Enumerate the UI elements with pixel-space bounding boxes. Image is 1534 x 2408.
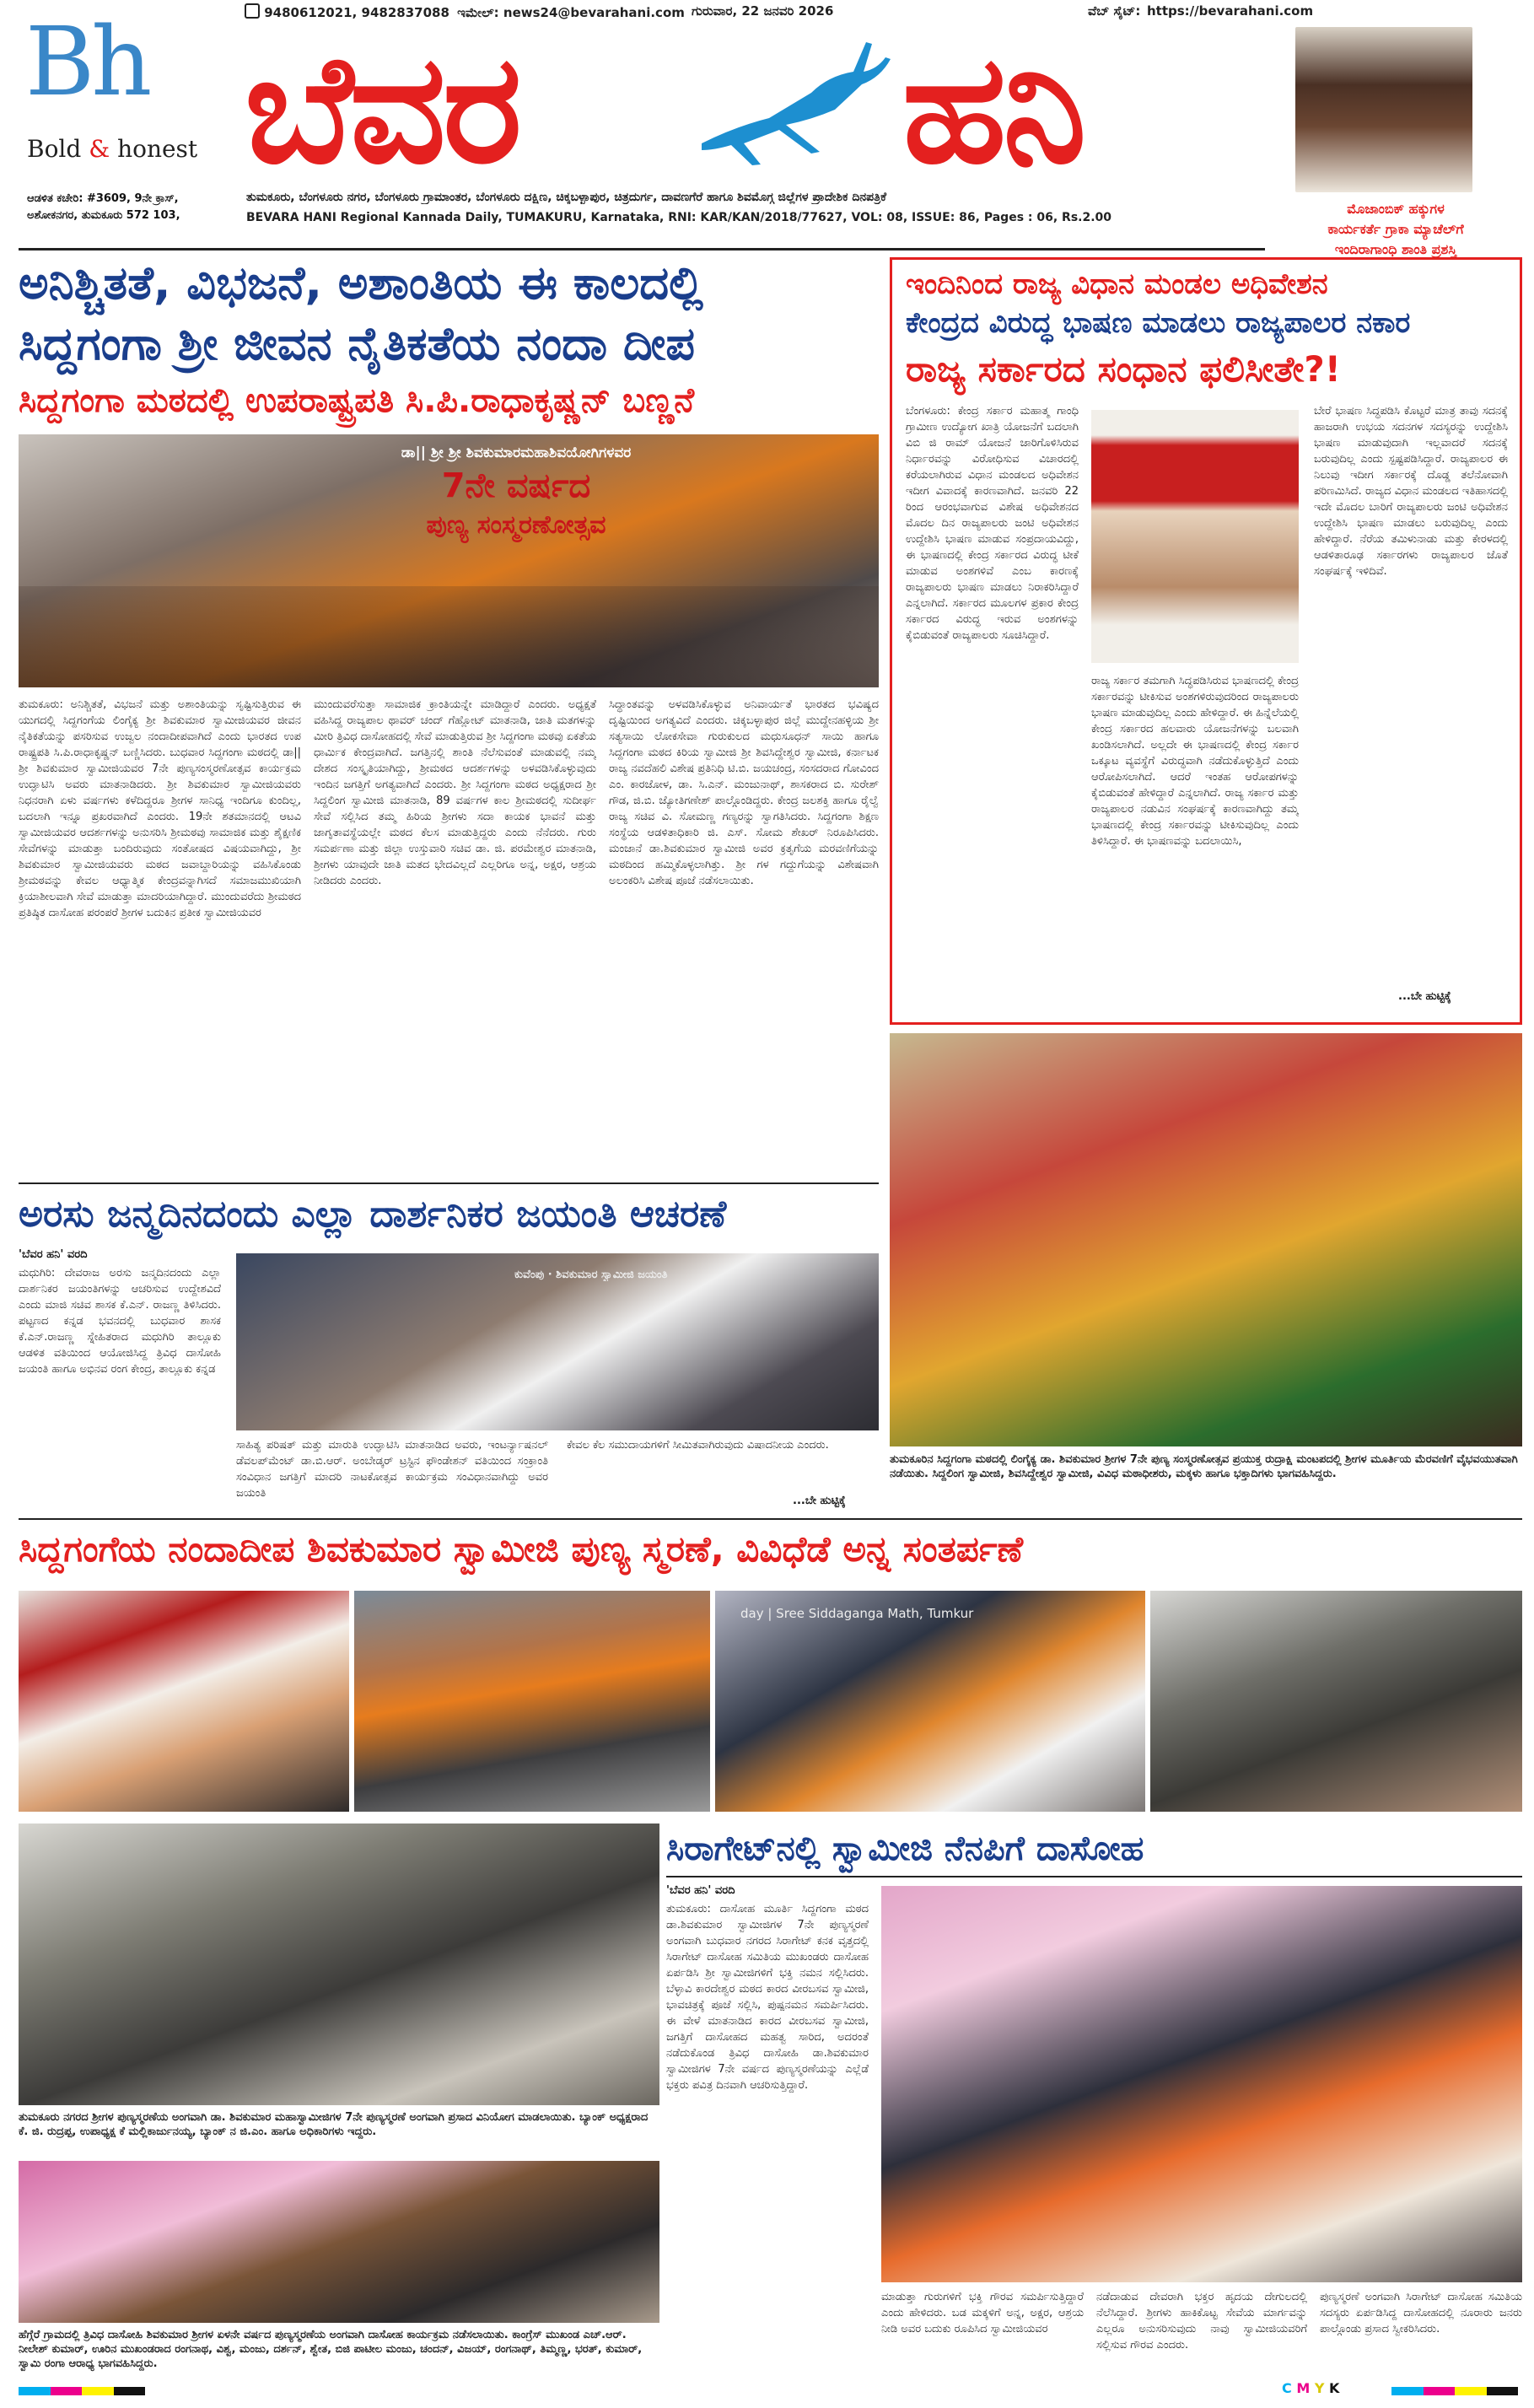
birthday-col-2: ಸಾಹಿತ್ಯ ಪರಿಷತ್ ಮತ್ತು ಮಾರುತಿ ಉದ್ಘಾಟಿಸಿ ಮಾತನಾಡಿದ ಅವರು, ಇಂಟರ್ನ್ಯಾಷನಲ್ ಡೆವಲಪ್‌ಮೆಂಟ್ ಡಾ.ಬಿ.ಆರ್. ಅಂಬೇಡ್ಕರ್ ಟ್ರಸ್ಟಿನ ಫೌಂಡೇಶನ್ ವತಿಯಿಂದ ಸಂಕ್ರಾಂತಿ ಸಂವಿಧಾನ ಜಗತ್ತಿಗೆ ಮಾದರಿ ನಾಟಕೋತ್ಸವ ಕಾರ್ಯಕ್ರಮ ಸಂವಿಧಾನವಾಗಿದ್ದು ಅವರ ಜಯಂತಿ — [236, 1439, 548, 1500]
swatch-magenta-r — [1424, 2387, 1456, 2395]
lead-col-3: ಸಿದ್ಧಾಂತವನ್ನು ಅಳವಡಿಸಿಕೊಳ್ಳುವ ಅನಿವಾರ್ಯತೆ ಭಾರತದ ಭವಿಷ್ಯದ ದೃಷ್ಟಿಯಿಂದ ಅಗತ್ಯವಿದೆ ಎಂದರು. ಚಿಕ್ಕಬಳ್ಳಾಪುರ ಜಿಲ್ಲೆ ಮುದ್ದೇನಹಳ್ಳಿಯ ಶ್ರೀ ಸತ್ಯಸಾಯಿ ಲೋಕಸೇವಾ ಗುರುಕುಲದ ಮಧುಸೂಧನ್ ಸಾಯಿ ಹಾಗೂ ಸಿದ್ದಗಂಗಾ ಮಠದ ಕಿರಿಯ ಸ್ವಾಮೀಜಿ ಶ್ರೀ ಶಿವಸಿದ್ದೇಶ್ವರ ಸ್ವಾಮೀಜಿ, ಕರ್ನಾಟಕ ರಾಜ್ಯ ನವದೆಹಲಿ ವಿಶೇಷ ಪ್ರತಿನಿಧಿ ಟಿ.ಬಿ. ಜಯಚಂದ್ರ, ಸಂಸದರಾದ ಗೋವಿಂದ ಎಂ. ಕಾರಜೋಳ, ಡಾ. ಸಿ.ಎನ್. ಮಂಜುನಾಥ್, ಶಾಸಕರಾದ ಬಿ. ಸುರೇಶ್ ಗೌಡ, ಜಿ.ಬಿ. ಜ್ಯೋತಿಗಣೇಶ್ ಪಾಲ್ಗೊಂಡಿದ್ದರು. ಕೇಂದ್ರ ಜಲಶಕ್ತಿ ಹಾಗೂ ರೈಲ್ವೆ ರಾಜ್ಯ ಸಚಿವ ವಿ. ಸೋಮಣ್ಣ ಗಣ್ಯರನ್ನು ಸ್ವಾಗತಿಸಿದರು. ಸಿದ್ದಗಂಗಾ ಶಿಕ್ಷಣ ಸಂಸ್ಥೆಯ ಆಡಳಿತಾಧಿಕಾರಿ ಜಿ. ಎಸ್. ಸೋಮ ಶೇಖರ್ ನಿರೂಪಿಸಿದರು. ಮಂಜಾನೆ ಡಾ.ಶಿವಕುಮಾರ ಸ್ವಾಮೀಜಿ ಅವರ ಕ್ರತೃಗೆಯ ಮರವಣಿಗೆಯನ್ನು ಮಠದಿಂದ ಹಮ್ಮಿಕೊಳ್ಳಲಾಗಿತ್ತು. ಶ್ರೀ ಗಳ ಗದ್ದುಗೆಯನ್ನು ವಿಶೇಷವಾಗಿ ಅಲಂಕರಿಸಿ ವಿಶೇಷ ಪೂಜೆ ನಡೆಸಲಾಯಿತು. — [609, 698, 879, 887]
edition-places: ತುಮಕೂರು, ಬೆಂಗಳೂರು ನಗರ, ಬೆಂಗಳೂರು ಗ್ರಾಮಾಂತರ, ಬೆಂಗಳೂರು ದಕ್ಷಿಣ, ಚಿಕ್ಕಬಳ್ಳಾಪುರ, ಚಿತ್ರದುರ್ಗ, ದಾವಣಗೆರೆ ಹಾಗೂ ಶಿವಮೊಗ್ಗ ಜಿಲ್ಲೆಗಳ ಪ್ರಾದೇಶಿಕ ದಿನಪತ್ರಿಕೆ — [246, 191, 886, 204]
feast-headline: ಸಿದ್ದಗಂಗೆಯ ನಂದಾದೀಪ ಶಿವಕುಮಾರ ಸ್ವಾಮೀಜಿ ಪುಣ್ಯ ಸ್ಮರಣೆ, ವಿವಿಧೆಡೆ ಅನ್ನ ಸಂತರ್ಪಣೆ — [19, 1528, 1024, 1570]
cmyk-label — [1282, 2380, 1339, 2396]
cmyk-m: M — [1296, 2380, 1311, 2396]
color-bar-right — [1391, 2387, 1518, 2395]
title-left: ಬೆವರ — [245, 22, 519, 197]
lead-headline-1: ಅನಿಶ್ಚಿತತೆ, ವಿಭಜನೆ, ಅಶಾಂತಿಯ ಈ ಕಾಲದಲ್ಲಿ — [19, 256, 703, 310]
bh-logo — [25, 8, 219, 163]
sira-col-4: ಪುಣ್ಯಸ್ಮರಣೆ ಅಂಗವಾಗಿ ಸಿರಾಗೇಟ್ ದಾಸೋಹ ಸಮಿತಿಯ ಸದಸ್ಯರು ಏರ್ಪಡಿಸಿದ್ದ ದಾಸೋಹದಲ್ಲಿ ನೂರಾರು ಜನರು ಪಾಲ್ಗೊಂಡು ಪ್ರಸಾದ ಸ್ವೀಕರಿಸಿದರು. — [1320, 2291, 1522, 2335]
lead-photo-banner — [339, 444, 693, 571]
swatch-magenta — [51, 2387, 83, 2395]
bh-logo-tagline — [27, 135, 197, 163]
bh-logo-letters: Bh — [25, 8, 149, 117]
cmyk-c: C — [1282, 2380, 1292, 2396]
swatch-cyan — [19, 2387, 51, 2395]
birthday-col-3: ಕೇವಲ ಕೆಲ ಸಮುದಾಯಗಳಿಗೆ ಸೀಮಿತವಾಗಿರುವುದು ವಿಷಾದನೀಯ ಎಂದರು. — [567, 1439, 829, 1452]
lead-photo-stage — [19, 586, 879, 687]
governor-box — [890, 257, 1522, 1025]
masthead — [0, 0, 1534, 268]
tagline-honest: honest — [117, 135, 198, 163]
promo-caption-1: ಮೊಜಾಂಬಿಕ್ ಹಕ್ಕುಗಳ — [1347, 201, 1445, 217]
feast-photo-2[interactable] — [354, 1591, 710, 1812]
swatch-black — [114, 2387, 146, 2395]
banner-line2: 7ನೇ ವರ್ಷದ — [441, 466, 591, 505]
address-line1: ಆಡಳಿತ ಕಚೇರಿ: #3609, 9ನೇ ಕ್ರಾಸ್, — [27, 192, 179, 205]
procession-photo[interactable] — [890, 1033, 1522, 1446]
phones: 9480612021, 9482837088 — [264, 5, 449, 20]
promo-caption-3: ಇಂದಿರಾಗಾಂಧಿ ಶಾಂತಿ ಪ್ರಶಸ್ತಿ — [1334, 241, 1457, 257]
procession-caption: ತುಮಕೂರಿನ ಸಿದ್ದಗಂಗಾ ಮಠದಲ್ಲಿ ಲಿಂಗೈಕ್ಯ ಡಾ. ಶಿವಕುಮಾರ ಶ್ರೀಗಳ 7ನೇ ಪುಣ್ಯ ಸಂಸ್ಮರಣೋತ್ಸವ ಪ್ರಯುಕ್ತ ರುದ್ರಾಕ್ಷಿ ಮಂಟಪದಲ್ಲಿ ಶ್ರೀಗಳ ಮೂರ್ತಿಯ ಮೆರವಣಿಗೆ ವೈಭವಯುತವಾಗಿ ನಡೆಯಿತು. ಸಿದ್ದಲಿಂಗ ಸ್ವಾಮೀಜಿ, ಶಿವಸಿದ್ದೇಶ್ವರ ಸ್ವಾಮೀಜಿ, ವಿವಿಧ ಮಠಾಧೀಶರು, ಮಕ್ಕಳು ಹಾಗೂ ಭಕ್ತಾದಿಗಳು ಭಾಗವಹಿಸಿದ್ದರು. — [890, 1453, 1518, 1480]
feast-photo-4[interactable] — [1150, 1591, 1522, 1812]
masthead-rule — [19, 248, 1265, 250]
sira-rule — [666, 1876, 1522, 1877]
sira-col-2: ಮಾಡುತ್ತಾ ಗುರುಗಳಿಗೆ ಭಕ್ತಿ ಗೌರವ ಸಮರ್ಪಿಸುತ್ತಿದ್ದಾರೆ ಎಂದು ಹೇಳಿದರು. ಬಡ ಮಕ್ಕಳಿಗೆ ಅನ್ನ, ಅಕ್ಷರ, ಆಶ್ರಯ ನೀಡಿ ಅವರ ಬದುಕು ರೂಪಿಸಿದ ಸ್ವಾಮೀಜಿಯವರ — [881, 2291, 1084, 2335]
tagline-amp: & — [89, 135, 110, 163]
email[interactable]: news24@bevarahani.com — [503, 5, 685, 20]
stage-photo[interactable] — [19, 2161, 659, 2323]
address-line2: ಅಶೋಕನಗರ, ತುಮಕೂರು 572 103, — [27, 209, 180, 222]
sira-body: ತುಮಕೂರು: ದಾಸೋಹ ಮೂರ್ತಿ ಸಿದ್ದಗಂಗಾ ಮಠದ ಡಾ.ಶಿವಕುಮಾರ ಸ್ವಾಮೀಜಿಗಳ 7ನೇ ಪುಣ್ಯಸ್ಮರಣೆ ಅಂಗವಾಗಿ ಬುಧವಾರ ನಗರದ ಸಿರಾಗೇಟ್ ಕನಕ ವೃತ್ತದಲ್ಲಿ ಸಿರಾಗೇಟ್ ದಾಸೋಹ ಸಮಿತಿಯ ಮುಖಂಡರು ದಾಸೋಹ ಏರ್ಪಡಿಸಿ ಶ್ರೀ ಸ್ವಾಮೀಜಿಗಳಿಗೆ ಭಕ್ತಿ ನಮನ ಸಲ್ಲಿಸಿದರು. ಬೆಳ್ಳಾವಿ ಕಾರದೇಶ್ವರ ಮಠದ ಕಾರದ ವೀರಬಸವ ಸ್ವಾಮೀಜಿ, ಭಾವಚಿತ್ರಕ್ಕೆ ಪೂಜೆ ಸಲ್ಲಿಸಿ, ಪುಷ್ಪನಮನ ಸಮರ್ಪಿಸಿದರು. ಈ ವೇಳೆ ಮಾತನಾಡಿದ ಕಾರದ ವೀರಬಸವ ಸ್ವಾಮೀಜಿ, ಜಗತ್ತಿಗೆ ದಾಸೋಹದ ಮಹತ್ವ ಸಾರಿದ, ಅದರಂತೆ ನಡೆದುಕೊಂಡ ತ್ರಿವಿಧ ದಾಸೋಹಿ ಡಾ.ಶಿವಕುಮಾರ ಸ್ವಾಮೀಜಿಗಳ 7ನೇ ವರ್ಷದ ಪುಣ್ಯಸ್ಮರಣೆಯನ್ನು ಎಲ್ಲೆಡೆ ಭಕ್ತರು ಪವಿತ್ರ ದಿನವಾಗಿ ಆಚರಿಸುತ್ತಿದ್ದಾರೆ. — [666, 1903, 869, 2092]
banner-line3: ಪುಣ್ಯ ಸಂಸ್ಮರಣೋತ್ಸವ — [426, 510, 606, 540]
governor-col-1: ಬೆಂಗಳೂರು: ಕೇಂದ್ರ ಸರ್ಕಾರ ಮಹಾತ್ಮ ಗಾಂಧಿ ಗ್ರಾಮೀಣ ಉದ್ಯೋಗ ಖಾತ್ರಿ ಯೋಜನೆಗೆ ಬದಲಾಗಿ ವಿಬಿ ಜಿ ರಾಮ್ ಯೋಜನೆ ಜಾರಿಗೊಳಿಸಿರುವ ನಿರ್ಧಾರವನ್ನು ವಿರೋಧಿಸುವ ವಿಚಾರದಲ್ಲಿ ಕರೆಯಲಾಗಿರುವ ವಿಧಾನ ಮಂಡಲದ ಅಧಿವೇಶನ ಇದೀಗ ವಿವಾದಕ್ಕೆ ಕಾರಣವಾಗಿದೆ. ಜನವರಿ 22 ರಿಂದ ಆರಂಭವಾಗುವ ವಿಶೇಷ ಅಧಿವೇಶನದ ಮೊದಲ ದಿನ ರಾಜ್ಯಪಾಲರು ಜಂಟಿ ಅಧಿವೇಶನ ಉದ್ದೇಶಿಸಿ ಭಾಷಣ ಮಾಡುವ ಸಂಪ್ರದಾಯವಿದ್ದು, ಈ ಭಾಷಣದಲ್ಲಿ ಕೇಂದ್ರ ಸರ್ಕಾರದ ವಿರುದ್ಧ ಟೀಕೆ ಮಾಡುವ ಅಂಶಗಳಿವೆ ಎಂಬ ಕಾರಣಕ್ಕೆ ರಾಜ್ಯಪಾಲರು ಭಾಷಣ ಮಾಡಲು ನಿರಾಕರಿಸಿದ್ದಾರೆ ಎನ್ನಲಾಗಿದೆ. ಸರ್ಕಾರದ ಮೂಲಗಳ ಪ್ರಕಾರ ಕೇಂದ್ರ ಸರ್ಕಾರದ ವಿರುದ್ಧ ಇರುವ ಅಂಶಗಳನ್ನು ಕೈಬಿಡುವಂತೆ ರಾಜ್ಯಪಾಲರು ಸೂಚಿಸಿದ್ದಾರೆ. — [906, 405, 1079, 642]
birthday-signature: ...ಬೇ ಹುಟ್ಟಿಕ್ಕೆ — [793, 1495, 846, 1507]
website-label: ವೆಬ್ ಸೈಟ್: — [1088, 3, 1141, 19]
tagline-bold: Bold — [27, 135, 82, 163]
feast-photo-1[interactable] — [19, 1591, 349, 1812]
governor-col-3: ಬೇರೆ ಭಾಷಣ ಸಿದ್ಧಪಡಿಸಿ ಕೊಟ್ಟರೆ ಮಾತ್ರ ತಾವು ಸದನಕ್ಕೆ ಹಾಜರಾಗಿ ಉಭಯ ಸದನಗಳ ಸದಸ್ಯರನ್ನು ಉದ್ದೇಶಿಸಿ ಭಾಷಣ ಮಾಡುವುದಾಗಿ ಇಲ್ಲವಾದರೆ ಸದನಕ್ಕೆ ಬರುವುದಿಲ್ಲ ಎಂದು ಸ್ಪಷ್ಟಪಡಿಸಿದ್ದಾರೆ. ರಾಜ್ಯಪಾಲರ ಈ ನಿಲುವು ಇದೀಗ ಸರ್ಕಾರಕ್ಕೆ ದೊಡ್ಡ ತಲೆನೋವಾಗಿ ಪರಿಣಮಿಸಿದೆ. ರಾಜ್ಯದ ವಿಧಾನ ಮಂಡಲದ ಇತಿಹಾಸದಲ್ಲಿ ಇದೇ ಮೊದಲ ಬಾರಿಗೆ ರಾಜ್ಯಪಾಲರು ಜಂಟಿ ಅಧಿವೇಶನ ಉದ್ದೇಶಿಸಿ ಭಾಷಣ ಮಾಡಲು ಬರುವುದಿಲ್ಲ ಎಂದು ಹೇಳಿದ್ದಾರೆ. ನೆರೆಯ ತಮಿಳುನಾಡು ಮತ್ತು ಕೇರಳದಲ್ಲಿ ಆಡಳಿತಾರೂಢ ಸರ್ಕಾರಗಳು ರಾಜ್ಯಪಾಲರ ಜೊತೆ ಸಂಘರ್ಷಕ್ಕೆ ಇಳಿದಿವೆ. — [1314, 405, 1508, 578]
governor-headline-3: ರಾಜ್ಯ ಸರ್ಕಾರದ ಸಂಧಾನ ಫಲಿಸೀತೇ?! — [906, 348, 1341, 390]
promo-box[interactable] — [1273, 27, 1518, 265]
swatch-yellow — [82, 2387, 114, 2395]
feast-photo-3-sign: day | Sree Siddaganga Math, Tumkur — [740, 1606, 974, 1621]
promo-caption-2: ಕಾರ್ಯಕರ್ತೆ ಗ್ರಾಕಾ ಮ್ಯಾಚೆಲ್‌ಗೆ — [1327, 221, 1464, 237]
sira-col-3: ನಡೆದಾಡುವ ದೇವರಾಗಿ ಭಕ್ತರ ಹೃದಯ ದೇಗುಲದಲ್ಲಿ ನೆಲೆಸಿದ್ದಾರೆ. ಶ್ರೀಗಳು ಹಾಕಿಕೊಟ್ಟ ಸೇವೆಯ ಮಾರ್ಗವನ್ನು ಎಲ್ಲರೂ ಅನುಸರಿಸುವುದು ನಾವು ಸ್ವಾಮೀಜಿಯವರಿಗೆ ಸಲ್ಲಿಸುವ ಗೌರವ ಎಂದರು. — [1096, 2291, 1307, 2351]
banner-line1: ಡಾ|| ಶ್ರೀ ಶ್ರೀ ಶಿವಕುಮಾರಮಹಾಶಿವಯೋಗಿಗಳವರ — [401, 444, 632, 461]
lead-subhead: ಸಿದ್ದಗಂಗಾ ಮಠದಲ್ಲಿ ಉಪರಾಷ್ಟ್ರಪತಿ ಸಿ.ಪಿ.ರಾಧಾಕೃಷ್ಣನ್ ಬಣ್ಣನೆ — [19, 381, 695, 420]
birthday-rule — [19, 1182, 879, 1184]
sira-dateline: 'ಬೆವರ ಹನಿ' ವರದಿ — [666, 1884, 735, 1897]
birthday-photo[interactable] — [236, 1253, 879, 1430]
governor-photo[interactable] — [1091, 410, 1299, 663]
birthday-dateline: 'ಬೆವರ ಹನಿ' ವರದಿ — [19, 1248, 88, 1261]
governor-headline-2: ಕೇಂದ್ರದ ವಿರುದ್ಧ ಭಾಷಣ ಮಾಡಲು ರಾಜ್ಯಪಾಲರ ನಕಾರ — [906, 306, 1411, 340]
governor-col-2: ರಾಜ್ಯ ಸರ್ಕಾರ ತಮಗಾಗಿ ಸಿದ್ಧಪಡಿಸಿರುವ ಭಾಷಣದಲ್ಲಿ ಕೇಂದ್ರ ಸರ್ಕಾರವನ್ನು ಟೀಕಿಸುವ ಅಂಶಗಳಿರುವುದರಿಂದ ರಾಜ್ಯಪಾಲರು ಭಾಷಣ ಮಾಡುವುದಿಲ್ಲ ಎಂದು ಹೇಳಿದ್ದಾರೆ. ಈ ಹಿನ್ನೆಲೆಯಲ್ಲಿ ಕೇಂದ್ರ ಸರ್ಕಾರದ ಹಲವಾರು ಯೋಜನೆಗಳನ್ನು ಬಲವಾಗಿ ಖಂಡಿಸಲಾಗಿದೆ. ಅಲ್ಲದೇ ಈ ಭಾಷಣದಲ್ಲಿ ಕೇಂದ್ರ ಸರ್ಕಾರ ಒಕ್ಕೂಟ ವ್ಯವಸ್ಥೆಗೆ ವಿರುದ್ಧವಾಗಿ ನಡೆದುಕೊಳ್ಳುತ್ತಿದೆ ಎಂದು ಆರೋಪಿಸಲಾಗಿದೆ. ಆದರೆ ಇಂತಹ ಆರೋಪಗಳನ್ನು ಕೈಬಿಡುವಂತೆ ಹೇಳಿದ್ದಾರೆ ಎನ್ನಲಾಗಿದೆ. ರಾಜ್ಯ ಸರ್ಕಾರ ಮತ್ತು ರಾಜ್ಯಪಾಲರ ನಡುವಿನ ಸಂಘರ್ಷಕ್ಕೆ ಕಾರಣವಾಗಿದ್ದು ತಮ್ಮ ಭಾಷಣದಲ್ಲಿ ಕೇಂದ್ರ ಸರ್ಕಾರವನ್ನು ಟೀಕಿಸುವುದಿಲ್ಲ ಎಂದು ತಿಳಿಸಿದ್ದಾರೆ. ಈ ಭಾಷಣವನ್ನು ಬದಲಾಯಿಸಿ, — [1091, 675, 1299, 848]
cmyk-k: K — [1329, 2380, 1340, 2396]
phone-icon — [245, 3, 260, 19]
lead-headline-2: ಸಿದ್ದಗಂಗಾ ಶ್ರೀ ಜೀವನ ನೈತಿಕತೆಯ ನಂದಾ ದೀಪ — [19, 317, 695, 370]
color-bar-left — [19, 2387, 145, 2395]
kitchen-photo[interactable] — [19, 1824, 659, 2105]
birthday-col-1: ಮಧುಗಿರಿ: ದೇವರಾಜ ಅರಸು ಜನ್ಮದಿನದಂದು ಎಲ್ಲಾ ದಾರ್ಶನಿಕರ ಜಯಂತಿಗಳನ್ನು ಆಚರಿಸುವ ಉದ್ದೇಶವಿದೆ ಎಂದು ಮಾಜಿ ಸಚಿವ ಶಾಸಕ ಕೆ.ಎನ್. ರಾಜಣ್ಣ ತಿಳಿಸಿದರು. ಪಟ್ಟಣದ ಕನ್ನಡ ಭವನದಲ್ಲಿ ಬುಧವಾರ ಶಾಸಕ ಕೆ.ಎನ್.ರಾಜಣ್ಣ ಸ್ನೇಹಿತರಾದ ಮಧುಗಿರಿ ತಾಲ್ಲೂಕು ಆಡಳಿತ ವತಿಯಿಂದ ಆಯೋಜಿಸಿದ್ದ ತ್ರಿವಿಧ ದಾಸೋಹಿ ಜಯಂತಿ ಹಾಗೂ ಅಭಿನವ ರಂಗ ಕೇಂದ್ರ, ತಾಲ್ಲೂಕು ಕನ್ನಡ — [19, 1267, 221, 1376]
lead-col-1: ತುಮಕೂರು: ಅನಿಶ್ಚಿತತೆ, ವಿಭಜನೆ ಮತ್ತು ಅಶಾಂತಿಯನ್ನು ಸೃಷ್ಟಿಸುತ್ತಿರುವ ಈ ಯುಗದಲ್ಲಿ ಸಿದ್ದಗಂಗೆಯ ಲಿಂಗೈಕ್ಯ ಶ್ರೀ ಶಿವಕುಮಾರ ಸ್ವಾಮೀಜಿಯವರ ಜೀವನ ನೈತಿಕತೆಯನ್ನು ಪಸರಿಸುವ ಉಜ್ವಲ ನಂದಾದೀಪವಾಗಿದೆ ಎಂದು ಭಾರತದ ಉಪ ರಾಷ್ಟ್ರಪತಿ ಸಿ.ಪಿ.ರಾಧಾಕೃಷ್ಣನ್ ಬಣ್ಣಿಸಿದರು. ಬುಧವಾರ ಸಿದ್ದಗಂಗಾ ಮಠದಲ್ಲಿ ಡಾ||ಶ್ರೀ ಶಿವಕುಮಾರ ಸ್ವಾಮೀಜಿಯವರ 7ನೇ ಪುಣ್ಯಸಂಸ್ಮರಣೋತ್ಸವ ಕಾರ್ಯಕ್ರಮ ಉದ್ಘಾಟಿಸಿ ಅವರು ಮಾತನಾಡಿದರು. ಶ್ರೀ ಶಿವಕುಮಾರ ಸ್ವಾಮೀಜಿಯವರು ನಿಧನರಾಗಿ ಏಳು ವರ್ಷಗಳು ಕಳೆದಿದ್ದರೂ ಶ್ರೀಗಳ ಸಾನಿಧ್ಯ ಇಂದಿಗೂ ಕುಂದಿಲ್ಲ, ಬದಲಾಗಿ ಇನ್ನೂ ಪ್ರಖರವಾಗಿದೆ ಎಂದರು. 19ನೇ ಶತಮಾನದಲ್ಲಿ ಆಟವಿ ಸ್ವಾಮೀಜಿಯವರ ಆದರ್ಶಗಳನ್ನು ಅನುಸರಿಸಿ ಶ್ರೀಮಠವು ಸಾಮಾಜಿಕ ಮತ್ತು ಶೈಕ್ಷಣಿಕ ಸೇವೆಗಳನ್ನು ಮಾಡುತ್ತಾ ಬಂದಿರುವುದು ಸಂತೋಷದ ವಿಷಯವಾಗಿದ್ದು, ಶ್ರೀ ಶಿವಕುಮಾರ ಸ್ವಾಮೀಜಿಯವರು ಮಠದ ಜವಾಬ್ದಾರಿಯನ್ನು ವಹಿಸಿಕೊಂಡು ಶ್ರೀಮಠವನ್ನು ಕೇವಲ ಆಧ್ಯಾತ್ಮಿಕ ಕೇಂದ್ರವನ್ನಾಗಿಸದೆ ಸಮಾಜಮುಖಿಯಾಗಿ ಕ್ರಿಯಾಶೀಲವಾಗಿ ಸೇವೆ ಮಾಡುತ್ತಾ ಮಾದರಿಯಾಗಿದ್ದಾರೆ. ಮುಂದುವರೆದು ಶ್ರೀಮಠದ ಪ್ರತಿಷ್ಠಿತ ದಾಸೋಹ ಪರಂಪರೆ ಶ್ರೀಗಳ ಬದುಕಿನ ಪ್ರತೀಕ ಸ್ವಾಮೀಜಿಯವರ — [19, 698, 301, 919]
deer-emblem-icon — [685, 25, 896, 169]
sira-headline: ಸಿರಾಗೇಟ್‌ನಲ್ಲಿ ಸ್ವಾಮೀಜಿ ನೆನಪಿಗೆ ದಾಸೋಹ — [666, 1829, 1144, 1868]
website[interactable]: https://bevarahani.com — [1147, 3, 1314, 19]
swatch-yellow-r — [1455, 2387, 1487, 2395]
swatch-black-r — [1487, 2387, 1519, 2395]
lead-photo[interactable] — [19, 434, 879, 687]
birthday-photo-banner: ಕುವೆಂಪು · ಶಿವಕುಮಾರ ಸ್ವಾಮೀಜಿ ಜಯಂತಿ — [514, 1269, 668, 1281]
birthday-headline: ಅರಸು ಜನ್ಮದಿನದಂದು ಎಲ್ಲಾ ದಾರ್ಶನಿಕರ ಜಯಂತಿ ಆಚರಣೆ — [19, 1193, 727, 1236]
email-label: ಇಮೇಲ್: — [457, 5, 499, 20]
sira-photo[interactable] — [881, 1886, 1522, 2282]
feast-caption-1: ತುಮಕೂರು ನಗರದ ಶ್ರೀಗಳ ಪುಣ್ಯಸ್ಮರಣೆಯ ಅಂಗವಾಗಿ ಡಾ. ಶಿವಕುಮಾರ ಮಹಾಸ್ವಾಮೀಜಿಗಳ 7ನೇ ಪುಣ್ಯಸ್ಮರಣೆ ಅಂಗವಾಗಿ ಪ್ರಸಾದ ವಿನಿಯೋಗ ಮಾಡಲಾಯಿತು. ಬ್ಯಾಂಕ್ ಅಧ್ಯಕ್ಷರಾದ ಕೆ. ಜಿ. ರುದ್ರಪ್ಪ, ಉಪಾಧ್ಯಕ್ಷ ಕೆ ಮಲ್ಲಿಕಾರ್ಜುನಯ್ಯ, ಬ್ಯಾಂಕ್ ನ ಜಿ.ಎಂ. ಹಾಗೂ ಅಧಿಕಾರಿಗಳು ಇದ್ದರು. — [19, 2111, 649, 2138]
feast-photo-3[interactable] — [715, 1591, 1145, 1812]
date: ಗುರುವಾರ, 22 ಜನವರಿ 2026 — [692, 3, 834, 19]
feast-caption-2: ಹೆಗ್ಗೆರೆ ಗ್ರಾಮದಲ್ಲಿ ತ್ರಿವಿಧ ದಾಸೋಹಿ ಶಿವಕುಮಾರ ಶ್ರೀಗಳ ಏಳನೇ ವರ್ಷದ ಪುಣ್ಯಸ್ಮರಣೆಯ ಅಂಗವಾಗಿ ದಾಸೋಹ ಕಾರ್ಯಕ್ರಮ ನಡೆಸಲಾಯಿತು. ಕಾಂಗ್ರೆಸ್ ಮುಖಂಡ ಎಚ್.ಆರ್. ನೀಲೇಶ್ ಕುಮಾರ್, ಊರಿನ ಮುಖಂಡರಾದ ರಂಗನಾಥ, ವಿಶ್ವ, ಮಂಜು, ದರ್ಶನ್, ಶ್ವೇತ, ಬಿಜಿ ಪಾಟೀಲ ಮಂಜು, ಚಂದನ್, ವಿಜಯ್, ರಂಗನಾಥ್, ತಿಮ್ಮಣ್ಣ, ಭರತ್, ಕುಮಾರ್, ಸ್ವಾಮಿ ರಂಗಾ ಆರಾಧ್ಯ ಭಾಗವಹಿಸಿದ್ದರು. — [19, 2329, 643, 2370]
governor-signature: ...ಬೇ ಹುಟ್ಟಿಕ್ಕೆ — [1398, 990, 1451, 1003]
governor-headline-1: ಇಂದಿನಿಂದ ರಾಜ್ಯ ವಿಧಾನ ಮಂಡಲ ಅಧಿವೇಶನ — [906, 267, 1328, 301]
contact-line — [245, 3, 1314, 22]
title-right: ಹನಿ — [902, 22, 1084, 197]
registration: BEVARA HANI Regional Kannada Daily, TUMAKURU, Karnataka, RNI: KAR/KAN/2018/77627, VOL: 08, ISSUE: 86, Pages : 06, Rs.2.00 — [246, 211, 1112, 224]
feast-rule — [19, 1518, 1522, 1520]
promo-portrait — [1295, 27, 1472, 192]
lead-col-2: ಮುಂದುವರೆಸುತ್ತಾ ಸಾಮಾಜಿಕ ಕ್ರಾಂತಿಯನ್ನೇ ಮಾಡಿದ್ದಾರೆ ಎಂದರು. ಅಧ್ಯಕ್ಷತೆ ವಹಿಸಿದ್ದ ರಾಜ್ಯಪಾಲ ಥಾವರ್ ಚಂದ್ ಗೆಹ್ಲೋಟ್ ಮಾತನಾಡಿ, ಜಾತಿ ಮತಗಳನ್ನು ಮೀರಿ ತ್ರಿವಿಧ ದಾಸೋಹದಲ್ಲಿ ಸೇವೆ ಮಾಡುತ್ತಿರುವ ಶ್ರೀ ಸಿದ್ದಗಂಗಾ ಮಠವು ಏಕತೆಯ ಧಾರ್ಮಿಕ ಕೇಂದ್ರವಾಗಿದೆ. ಜಗತ್ತಿನಲ್ಲಿ ಶಾಂತಿ ನೆಲೆಸುವಂತೆ ಮಾಡುವಲ್ಲಿ ನಮ್ಮ ದೇಶದ ಸಂಸ್ಕೃತಿಯಾಗಿದ್ದು, ಶ್ರೀಮಠದ ಆದರ್ಶಗಳನ್ನು ಅಳವಡಿಸಿಕೊಳ್ಳುವುದು ಇಂದಿನ ಜಗತ್ತಿಗೆ ಅಗತ್ಯವಾಗಿದೆ ಎಂದರು. ಶ್ರೀ ಸಿದ್ದಗಂಗಾ ಮಠದ ಅಧ್ಯಕ್ಷರಾದ ಶ್ರೀ ಸಿದ್ದಲಿಂಗ ಸ್ವಾಮೀಜಿ ಮಾತನಾಡಿ, 89 ವರ್ಷಗಳ ಕಾಲ ಶ್ರೀಮಠದಲ್ಲಿ ಸುದೀರ್ಘ ಸೇವೆ ಸಲ್ಲಿಸಿದ ತಮ್ಮ ಹಿರಿಯ ಶ್ರೀಗಳು ಸದಾ ಕಾಯಕ ಭಾವನೆ ಮತ್ತು ಜಾಗೃತಾವಸ್ಥೆಯಲ್ಲೇ ಮಠದ ಕೆಲಸ ಮಾಡುತ್ತಿದ್ದರು ಎಂದು ನೆನೆದರು. ಗುರು ಸಮರ್ಪಣಾ ಮತ್ತು ಜಿಲ್ಲಾ ಉಸ್ತುವಾರಿ ಸಚಿವ ಡಾ. ಜಿ. ಪರಮೇಶ್ವರ ಮಾತನಾಡಿ, ಶ್ರೀಗಳು ಯಾವುದೇ ಜಾತಿ ಮತದ ಭೇದವಿಲ್ಲದೆ ಎಲ್ಲರಿಗೂ ಅನ್ನ, ಅಕ್ಷರ, ಆಶ್ರಯ ನೀಡಿದರು ಎಂದರು. — [314, 698, 596, 887]
cmyk-y: Y — [1314, 2380, 1325, 2396]
swatch-cyan-r — [1391, 2387, 1424, 2395]
